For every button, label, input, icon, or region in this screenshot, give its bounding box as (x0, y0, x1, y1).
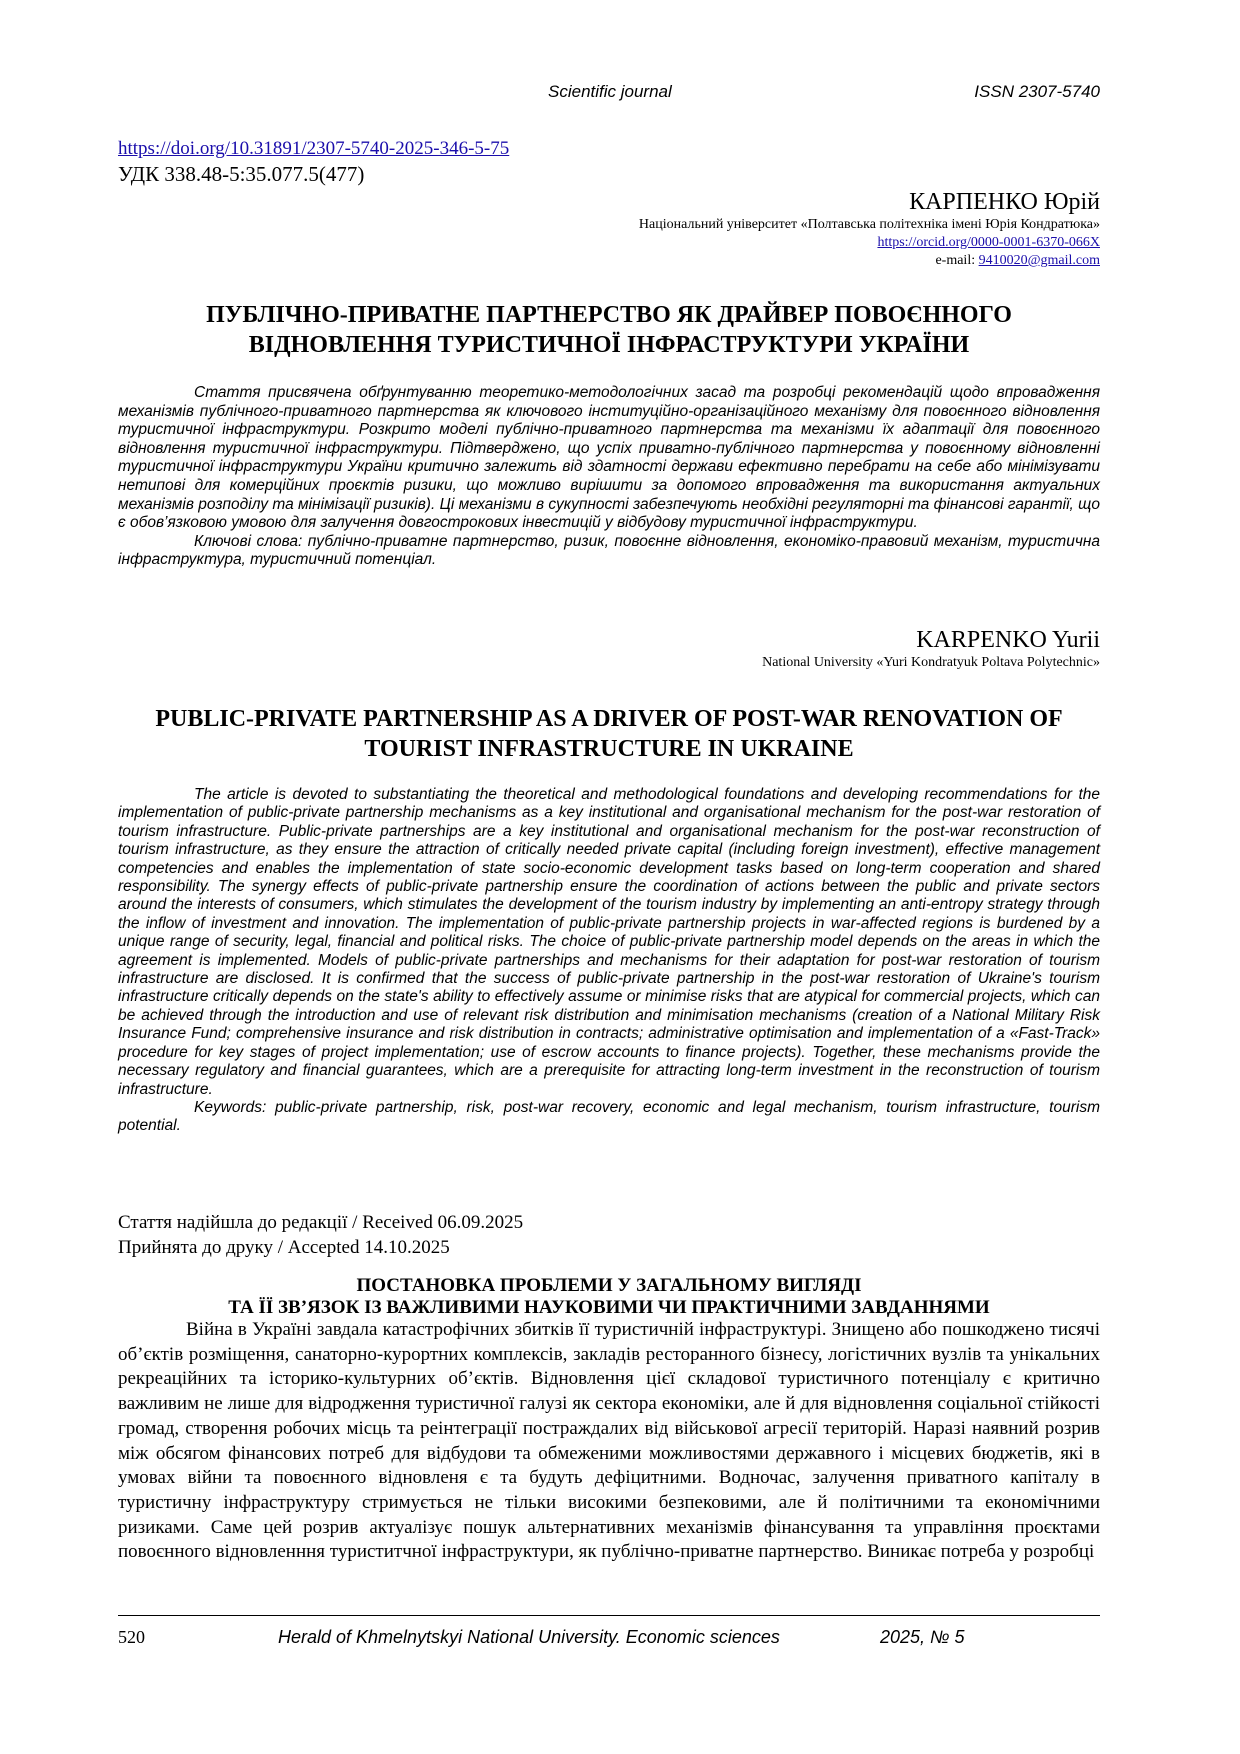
en-abstract (118, 786, 1100, 1136)
doi-link[interactable]: https://doi.org/10.31891/2307-5740-2025-346-5-75 (118, 138, 510, 159)
en-article-title (118, 704, 1100, 764)
ua-author-block (639, 188, 1100, 270)
en-title-line2: TOURIST INFRASTRUCTURE IN UKRAINE (364, 736, 854, 762)
en-author-affiliation: National University «Yuri Kondratyuk Poltava Polytechnic» (762, 655, 1100, 670)
en-author-name: KARPENKO Yurii (916, 627, 1100, 653)
section-heading-line1: ПОСТАНОВКА ПРОБЛЕМИ У ЗАГАЛЬНОМУ ВИГЛЯДІ (356, 1275, 862, 1296)
section-heading (118, 1275, 1100, 1319)
footer-journal: Herald of Khmelnytskyi National University. Economic sciences (278, 1627, 780, 1647)
accepted-date: Прийнята до друку / Accepted 14.10.2025 (118, 1237, 450, 1258)
body-paragraph-block (118, 1318, 1100, 1565)
ua-abstract (118, 384, 1100, 570)
running-header-issn: ISSN 2307-5740 (974, 82, 1100, 101)
running-header-journal: Scientific journal (548, 82, 672, 101)
ua-abstract-text: Стаття присвячена обґрунтуванню теоретико-методологічних засад та розробці рекомендацій щодо впровадження механізмів публічного-приватного партнерства як ключового інституційно-організаційного механізму для повоєнного відновлення туристичної інфраструктури. Розкрито моделі публічно-приватного партнерства та механізми їх адаптації для повоєнного відновлення туристичної інфраструктури. Підтверджено, що успіх приватно-публічного партнерства у повоєнному відновленні туристичної інфраструктури України критично залежить від здатності держави ефективно перебрати на себе або мінімізувати нетипові для комерційних проєктів ризики, що можливо вирішити за допомого впровадження та використання актуальних механізмів розподілу та мінімізації ризиків). Ці механізми в сукупності забезпечують необхідні регуляторні та фінансові гарантії, що є обов’язковою умовою для залучення довгострокових інвестицій у відбудову туристичної інфраструктури. (118, 384, 1100, 532)
body-paragraph: Війна в Україні завдала катастрофічних збитків її туристичній інфраструктурі. Знищено або пошкоджено тисячі об’єктів розміщення, санаторно-курортних комплексів, закладів ресторанного бізнесу, логістичних вузлів та унікальних рекреаційних та історико-культурних об’єктів. Відновлення цієї складової туристичного потенціалу є критично важливим не лише для відродження туристичної галузі як сектора економіки, але й для відновлення соціальної стійкості громад, створення робочих місць та реінтеграції постраждалих від військової агресії територій. Наразі наявний розрив між обсягом фінансових потреб для відбудови та обмеженими можливостями державного і місцевих бюджетів, які в умовах війни та повоєнного відновленя є та будуть дефіцитними. Водночас, залучення приватного капіталу в туристичну інфраструктуру стримується не тільки високими безпековими, але й політичними та економічними ризиками. Саме цей розрив актуалізує пошук альтернативних механізмів фінансування та управління проєктами повоєнного відновленння туриститчної інфраструктури, як публічно-приватне партнерство. Виникає потреба у розробці (118, 1319, 1100, 1563)
article-dates (118, 1210, 523, 1260)
en-abstract-text: The article is devoted to substantiating the theoretical and methodological foundations and developing recommendations for the implementation of public-private partnership mechanisms as a key institutional and organisational mechanism for the post-war restoration of tourism infrastructure. Public-private partnerships are a key institutional and organisational mechanism for the post-war reconstruction of tourism infrastructure, as they ensure the attraction of critically needed private capital (including foreign investment), effective management competencies and enables the implementation of state socio-economic development tasks based on long-term cooperation and shared responsibility. The synergy effects of public-private partnership ensure the coordination of actions between the public and private sectors around the interests of consumers, which stimulates the development of the tourism industry by implementing an anti-entropy strategy through the inflow of investment and innovation. The implementation of public-private partnership projects in war-affected regions is burdened by a unique range of security, legal, financial and political risks. The choice of public-private partnership model depends on the areas in which the agreement is implemented. Models of public-private partnerships and mechanisms for their adaptation for post-war restoration of tourism infrastructure are disclosed. It is confirmed that the success of public-private partnership in the post-war restoration of Ukraine's tourism infrastructure critically depends on the state's ability to effectively assume or minimise risks that are atypical for commercial projects, which can be achieved through the introduction and use of relevant risk distribution and minimisation mechanisms (creation of a National Military Risk Insurance Fund; comprehensive insurance and risk distribution in contracts; administrative optimisation and implementation of a «Fast-Track» procedure for key stages of project implementation; use of escrow accounts to finance projects). Together, these mechanisms provide the necessary regulatory and financial guarantees, which are a prerequisite for attracting long-term investment in the reconstruction of tourism infrastructure. (118, 786, 1100, 1098)
ua-keywords: Ключові слова: публічно-приватне партнерство, ризик, повоєнне відновлення, економіко-правовий механізм, туристична інфраструктура, туристичний потенціал. (118, 532, 1100, 569)
page-number: 520 (118, 1627, 145, 1647)
en-title-line1: PUBLIC-PRIVATE PARTNERSHIP AS A DRIVER OF POST-WAR RENOVATION OF (155, 706, 1063, 732)
ua-title-line1: ПУБЛІЧНО-ПРИВАТНЕ ПАРТНЕРСТВО ЯК ДРАЙВЕР ПОВОЄННОГО (206, 302, 1012, 328)
udc-code: УДК 338.48-5:35.077.5(477) (118, 162, 365, 186)
orcid-link[interactable]: https://orcid.org/0000-0001-6370-066X (877, 235, 1100, 250)
footer-issue: 2025, № 5 (880, 1627, 965, 1647)
ua-article-title (118, 300, 1100, 360)
en-author-block (762, 626, 1100, 672)
email-label: e-mail: (935, 253, 979, 268)
received-date: Стаття надійшла до редакції / Received 06.09.2025 (118, 1212, 524, 1233)
ua-author-affiliation: Національний університет «Полтавська політехніка імені Юрія Кондратюка» (638, 217, 1100, 232)
section-heading-line2: ТА ЇЇ ЗВ’ЯЗОК ІЗ ВАЖЛИВИМИ НАУКОВИМИ ЧИ ПРАКТИЧНИМИ ЗАВДАННЯМИ (228, 1297, 990, 1318)
footer-divider (118, 1615, 1100, 1616)
en-keywords: Keywords: public-private partnership, risk, post-war recovery, economic and legal mechanism, tourism infrastructure, tourism potential. (118, 1098, 1100, 1135)
ua-author-name: КАРПЕНКО Юрій (909, 189, 1100, 215)
ua-title-line2: ВІДНОВЛЕННЯ ТУРИСТИЧНОЇ ІНФРАСТРУКТУРИ УКРАЇНИ (248, 332, 970, 358)
email-link[interactable]: 9410020@gmail.com (978, 253, 1100, 268)
